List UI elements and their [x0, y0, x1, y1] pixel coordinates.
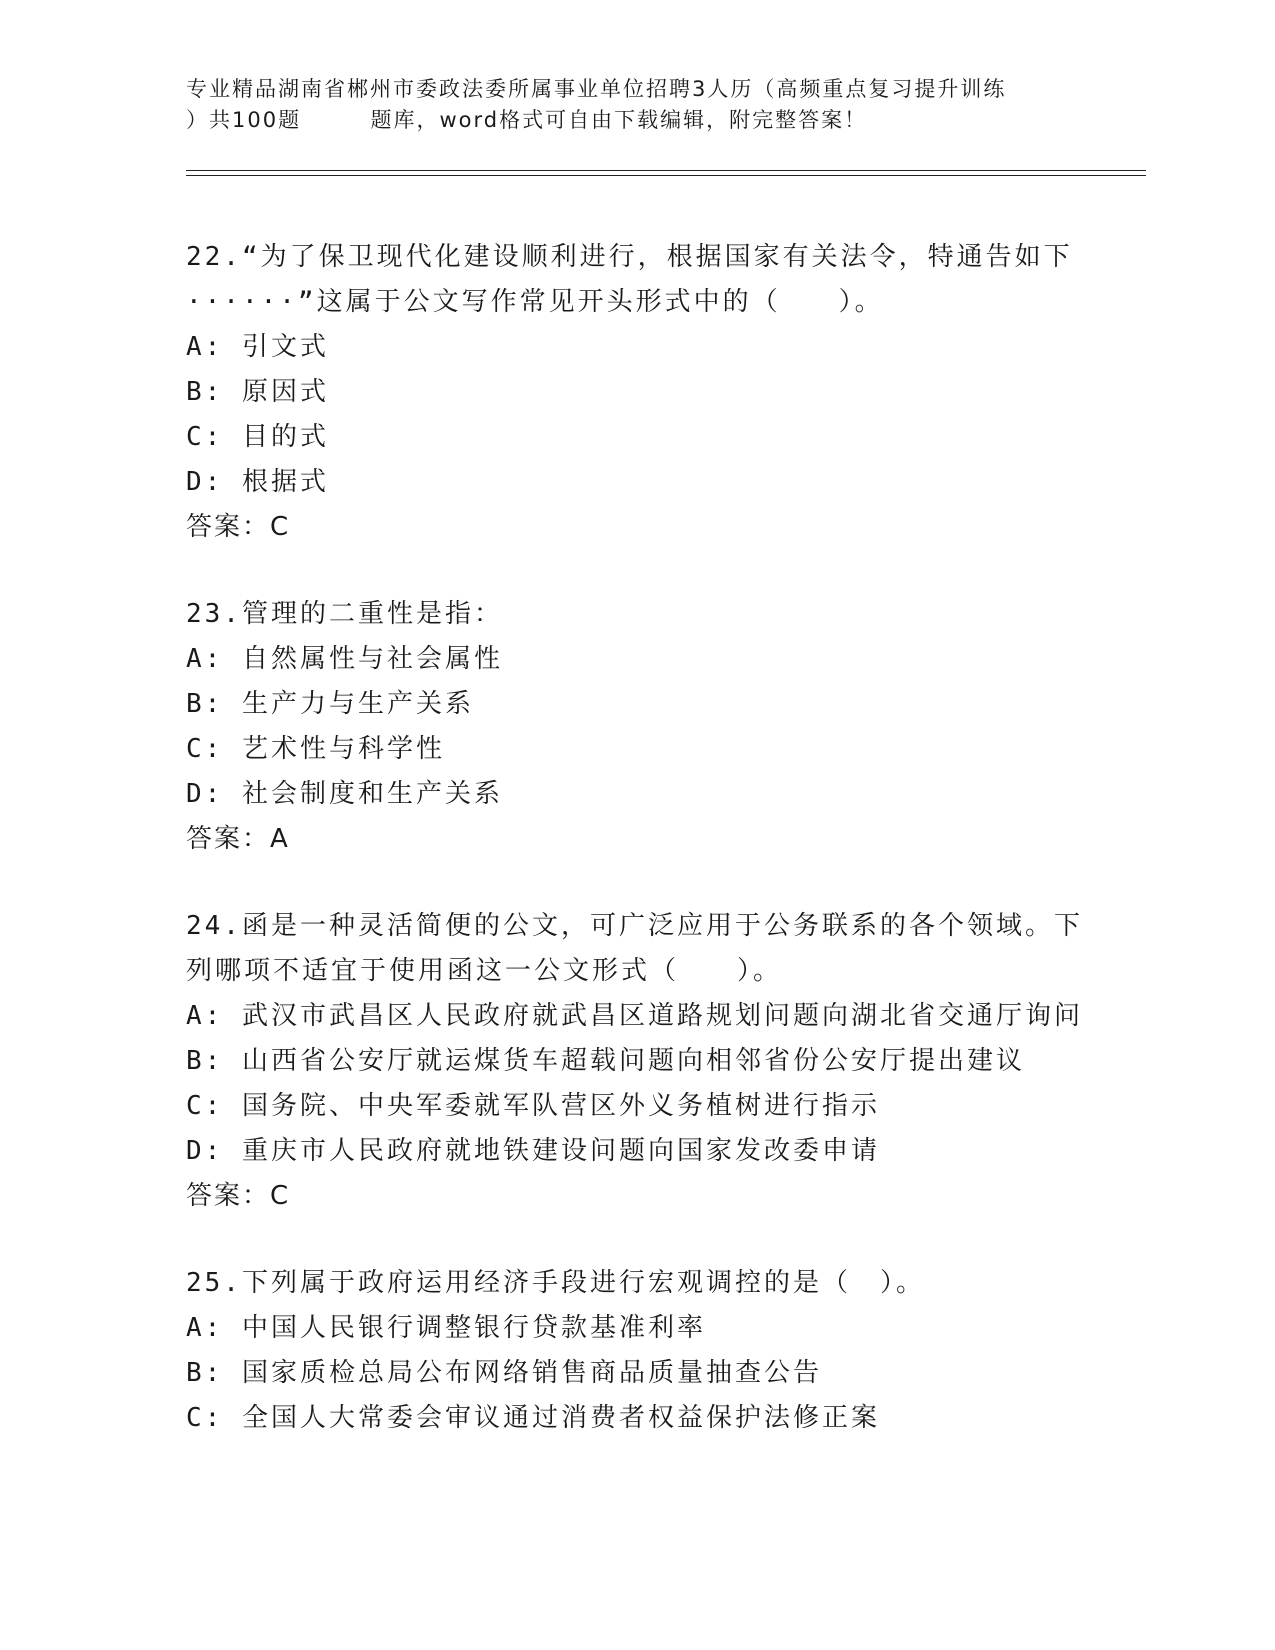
question-23	[186, 592, 1086, 862]
option-d: D: 社会制度和生产关系	[186, 779, 503, 809]
answer: 答案：A	[186, 824, 290, 854]
option-b: B: 国家质检总局公布网络销售商品质量抽查公告	[186, 1358, 822, 1388]
header-divider-top	[186, 170, 1146, 171]
option-a: A: 引文式	[186, 332, 329, 362]
header-line-2: ）共100题 题库，word格式可自由下载编辑，附完整答案！	[186, 108, 868, 132]
document-header	[186, 74, 1086, 136]
question-text: 25.下列属于政府运用经济手段进行宏观调控的是（ ）。	[186, 1268, 925, 1298]
option-a: A: 中国人民银行调整银行贷款基准利率	[186, 1313, 706, 1343]
option-c: C: 国务院、中央军委就军队营区外义务植树进行指示	[186, 1091, 880, 1121]
question-22	[186, 235, 1086, 550]
question-25	[186, 1261, 1086, 1441]
option-a: A: 武汉市武昌区人民政府就武昌区道路规划问题向湖北省交通厅询问	[186, 1001, 1083, 1031]
option-d: D: 根据式	[186, 467, 329, 497]
question-text: 22.“为了保卫现代化建设顺利进行，根据国家有关法令，特通告如下······”这属于公文写作常见开头形式中的（ ）。	[186, 242, 1073, 317]
question-text: 23.管理的二重性是指：	[186, 599, 503, 629]
question-text: 24.函是一种灵活简便的公文，可广泛应用于公务联系的各个领域。下列哪项不适宜于使用函这一公文形式（ ）。	[186, 911, 1083, 986]
option-c: C: 艺术性与科学性	[186, 734, 445, 764]
header-line-1: 专业精品湖南省郴州市委政法委所属事业单位招聘3人历（高频重点复习提升训练	[186, 77, 1007, 101]
option-c: C: 全国人大常委会审议通过消费者权益保护法修正案	[186, 1403, 880, 1433]
option-b: B: 原因式	[186, 377, 329, 407]
option-d: D: 重庆市人民政府就地铁建设问题向国家发改委申请	[186, 1136, 880, 1166]
question-24	[186, 904, 1086, 1219]
header-divider-bottom	[186, 175, 1146, 176]
answer: 答案：C	[186, 1181, 291, 1211]
answer: 答案：C	[186, 512, 291, 542]
option-a: A: 自然属性与社会属性	[186, 644, 503, 674]
question-list	[186, 235, 1086, 1483]
option-b: B: 生产力与生产关系	[186, 689, 474, 719]
option-c: C: 目的式	[186, 422, 329, 452]
option-b: B: 山西省公安厅就运煤货车超载问题向相邻省份公安厅提出建议	[186, 1046, 1025, 1076]
